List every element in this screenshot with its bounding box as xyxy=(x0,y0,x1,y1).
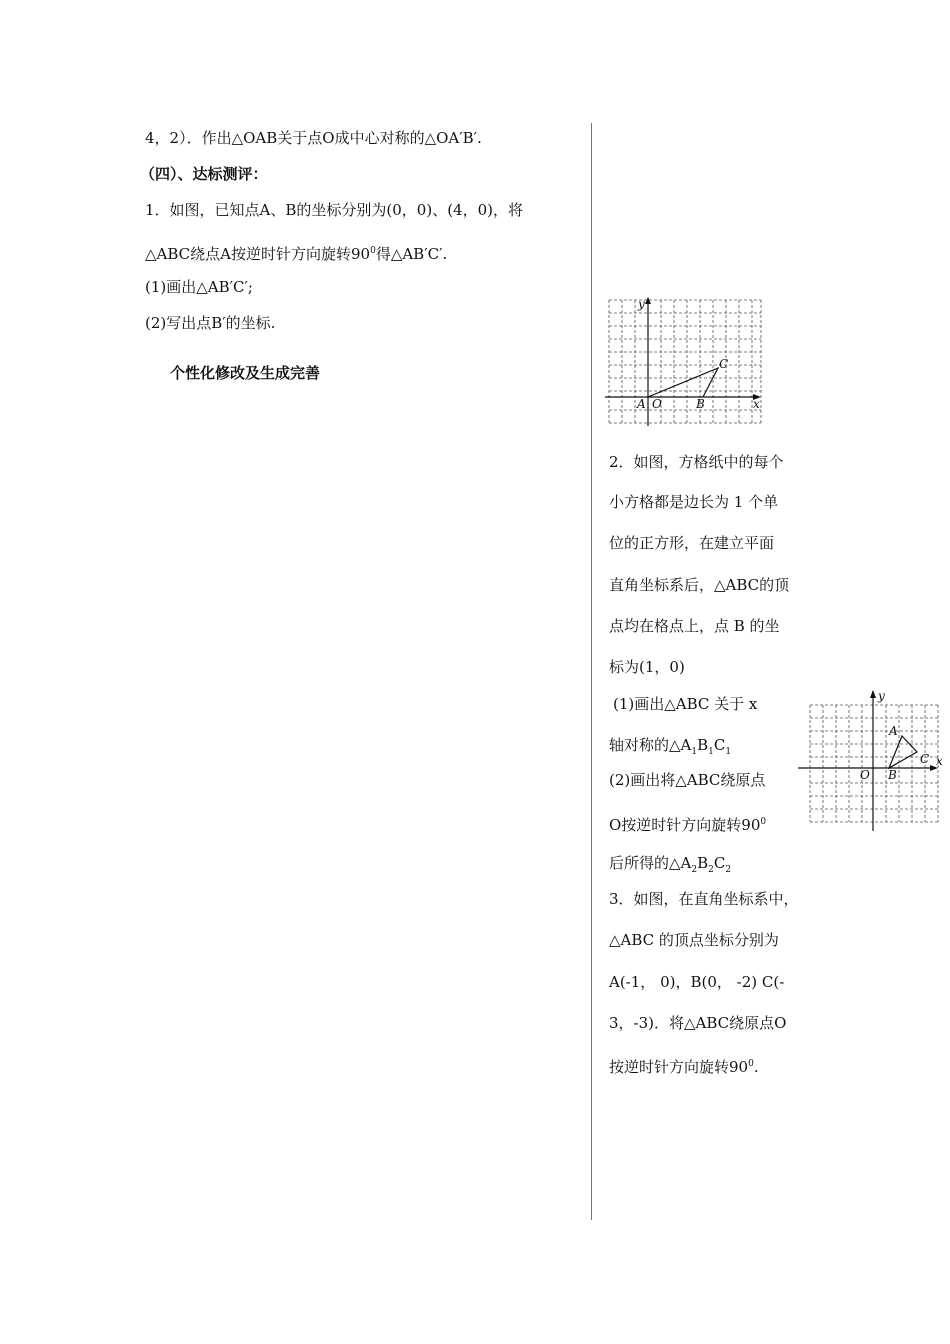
point-c-label: C xyxy=(920,752,930,766)
x-label: x xyxy=(936,754,943,768)
degree-sup: 0 xyxy=(748,1059,754,1069)
q1-line2 xyxy=(145,241,447,264)
subscript: 1 xyxy=(708,747,714,757)
x-label: x xyxy=(753,397,760,411)
q2-part2-line3 xyxy=(609,853,731,880)
intro-line: 4，2）．作出△OAB关于点O成中心对称的△OA′B′. xyxy=(145,129,482,147)
subscript: 2 xyxy=(725,865,732,875)
column-divider xyxy=(591,123,592,1220)
origin-label: O xyxy=(860,768,870,782)
origin-label: O xyxy=(652,397,662,411)
q3-line5-text: 按逆时针方向旋转90 xyxy=(609,1058,749,1076)
degree-sup: 0 xyxy=(760,817,767,827)
q2-part2-line3-b: B xyxy=(697,854,709,872)
q2-part2-line3-c: C xyxy=(713,854,726,872)
triangle-abc xyxy=(648,368,718,397)
q1-line2-text: △ABC绕点A按逆时针方向旋转90 xyxy=(145,245,371,263)
q1-line2-text-end: 得△AB′C′. xyxy=(375,245,448,263)
q2-line6: 标为(1，0) xyxy=(609,658,685,676)
q2-part1-line1: (1)画出△ABC 关于 x xyxy=(613,695,758,713)
period: . xyxy=(753,1058,759,1076)
q3-line2: △ABC 的顶点坐标分别为 xyxy=(609,931,779,949)
q1-part2: (2)写出点B′的坐标. xyxy=(145,314,276,332)
figure-1-grid xyxy=(605,296,765,426)
q2-line3: 位的正方形，在建立平面 xyxy=(609,534,775,552)
q2-line4: 直角坐标系后，△ABC的顶 xyxy=(609,576,790,594)
y-label: y xyxy=(638,297,645,311)
q2-part1-line2-b: B xyxy=(697,736,709,754)
q2-part2-line2 xyxy=(609,812,766,835)
q1-line1: 1．如图，已知点A、B的坐标分别为(0，0)、(4，0)，将 xyxy=(145,201,523,219)
point-c-label: C xyxy=(719,357,729,371)
subscript: 2 xyxy=(691,865,698,875)
degree-sup: 0 xyxy=(370,246,376,256)
q2-part2-line3-text: 后所得的△A xyxy=(609,854,692,872)
q3-line4: 3，-3)．将△ABC绕原点O xyxy=(609,1014,787,1032)
q2-part1-line2-c: C xyxy=(713,736,726,754)
q2-line5: 点均在格点上，点 B 的坐 xyxy=(609,617,780,635)
q2-line2: 小方格都是边长为 1 个单 xyxy=(609,493,779,511)
q3-line3: A(-1， 0)，B(0， -2) C(- xyxy=(609,973,785,991)
subscript: 2 xyxy=(708,865,714,875)
q2-line1: 2．如图，方格纸中的每个 xyxy=(609,453,784,471)
q2-part1-line2-text: 轴对称的△A xyxy=(609,736,692,754)
point-b-label: B xyxy=(696,397,705,411)
y-label: y xyxy=(878,689,885,703)
point-a-label: A xyxy=(889,724,898,738)
personalize-heading: 个性化修改及生成完善 xyxy=(170,364,321,382)
q2-part2-line1: (2)画出将△ABC绕原点 xyxy=(609,771,766,789)
figure-2-grid xyxy=(796,688,946,833)
q2-part1-line2 xyxy=(609,735,731,762)
subscript: 1 xyxy=(691,747,698,757)
triangle-abc xyxy=(889,736,917,768)
section-heading: （四）、达标测评： xyxy=(140,165,268,183)
point-b-label: B xyxy=(888,768,897,782)
q3-line1: 3．如图，在直角坐标系中， xyxy=(609,890,799,908)
q3-line5 xyxy=(609,1054,759,1077)
q1-part1: (1)画出△AB′C′; xyxy=(145,278,253,296)
q2-part2-line2-text: O按逆时针方向旋转90 xyxy=(609,816,761,834)
subscript: 1 xyxy=(725,747,732,757)
point-a-label: A xyxy=(637,397,646,411)
